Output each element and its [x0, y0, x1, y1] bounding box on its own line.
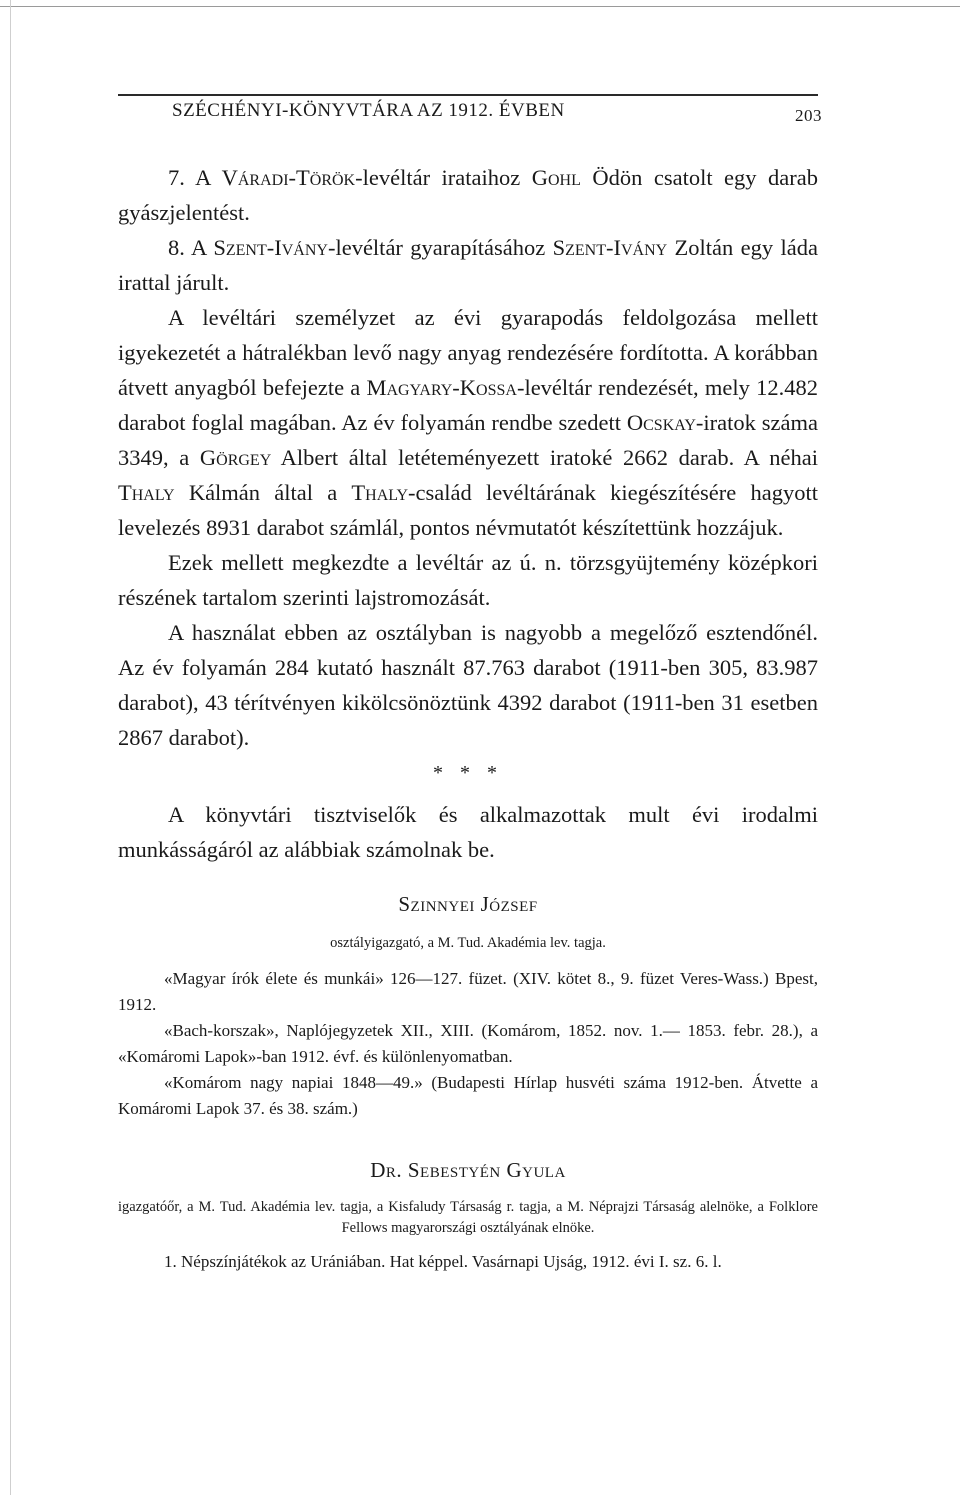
- person-block-szinnyei: [118, 892, 818, 1122]
- paragraph-registry: [118, 545, 818, 615]
- paragraph-usage: [118, 615, 818, 755]
- proper-name: Szent-Ivány: [213, 235, 328, 260]
- paragraph-intro: A könyvtári tisztviselők és alkalmazottak mult évi irodalmi munkásságáról az alábbiak számolnak be.: [118, 802, 818, 862]
- text-run: A levéltári személyzet az évi gyarapodás feldolgozása mellett igyekezetét a hátralékban levő nagy anyag rendezésére fordította. A korábban átvett anyagból befejezte a: [118, 305, 818, 400]
- person-name: Dr. Sebestyén Gyula: [370, 1158, 566, 1182]
- proper-name: Váradi-Török: [221, 165, 356, 190]
- publication-item: 1. Népszínjátékok az Urániában. Hat képpel. Vasárnapi Ujság, 1912. évi I. sz. 6. l.: [164, 1252, 722, 1271]
- proper-name: Ocskay: [626, 410, 696, 435]
- text-run: Kálmán által a: [174, 480, 352, 505]
- person-title: igazgatóőr, a M. Tud. Akadémia lev. tagja, a Kisfaludy Társaság r. tagja, a M. Néprajzi Társaság alelnöke, a Folklore Fellows magyarországi osztályának elnöke.: [118, 1199, 818, 1236]
- proper-name: Magyary-Kossa: [366, 375, 517, 400]
- text-run: 8. A: [168, 235, 214, 260]
- publication-list: [118, 1249, 818, 1275]
- text-run: -család levéltárának kiegészítésére hagyott levelezés 8931 darabot számlál, pontos névmutatót készítettünk hozzájuk.: [118, 480, 818, 540]
- text-run: -levéltár rendezését, mely 12.482 darabot foglal magában. Az év folyamán rendbe szedett: [118, 375, 818, 435]
- text-run: Ödön csatolt egy darab gyászjelentést.: [118, 165, 818, 225]
- asterism-divider: * * *: [433, 762, 503, 784]
- text-run: Ezek mellett megkezdte a levéltár az ú. n. törzsgyüjtemény középkori részének tartalom szerinti lajstromozását.: [118, 550, 818, 610]
- paragraph-item-8: [118, 230, 818, 300]
- text-run: -levéltár gyarapításához: [327, 235, 553, 260]
- person-block-sebestyen: [118, 1158, 818, 1275]
- publication-item: «Bach-korszak», Naplójegyzetek XII., XIII. (Komárom, 1852. nov. 1.— 1853. febr. 28.), a «Komáromi Lapok»-ban 1912. évf. és különlenyomatban.: [118, 1021, 818, 1066]
- publication-item: «Komárom nagy napiai 1848—49.» (Budapesti Hírlap husvéti száma 1912-ben. Átvette a Komáromi Lapok 37. és 38. szám.): [118, 1073, 818, 1118]
- text-run: Zoltán egy láda irattal járult.: [118, 235, 818, 295]
- text-run: -iratok száma 3349, a: [118, 410, 818, 470]
- paragraph-item-7: [118, 160, 818, 230]
- text-run: Albert által letéteményezett iratoké 2662 darab. A néhai: [271, 445, 818, 470]
- proper-name: Gohl: [531, 165, 581, 190]
- publication-item: «Magyar írók élete és munkái» 126—127. füzet. (XIV. kötet 8., 9. füzet Veres-Wass.) Bpest, 1912.: [118, 969, 818, 1014]
- header-rule: [118, 94, 818, 96]
- scan-edge-left: [10, 0, 11, 1495]
- paragraph-staff-work: [118, 300, 818, 545]
- publication-list: [118, 966, 818, 1122]
- proper-name: Thaly: [351, 480, 409, 505]
- person-name: Szinnyei József: [398, 892, 538, 916]
- text-run: 7. A: [168, 165, 222, 190]
- scan-edge-top: [0, 6, 960, 7]
- person-title: osztályigazgató, a M. Tud. Akadémia lev. tagja.: [330, 935, 606, 951]
- proper-name: Görgey: [199, 445, 272, 470]
- proper-name: Thaly: [118, 480, 175, 505]
- proper-name: Szent-Ivány: [552, 235, 668, 260]
- page-number: 203: [795, 106, 822, 125]
- text-run: -levéltár irataihoz: [355, 165, 532, 190]
- body-text: [118, 160, 818, 867]
- text-run: A használat ebben az osztályban is nagyobb a megelőző esztendőnél. Az év folyamán 284 kutató használt 87.763 darabot (1911-ben 305, 83.987 darabot), 43 térítvényen kikölcsönöztünk 4392 darabot (1911-ben 31 esetben 2867 darabot).: [118, 620, 818, 750]
- running-title: SZÉCHÉNYI-KÖNYVTÁRA AZ 1912. ÉVBEN: [172, 100, 565, 121]
